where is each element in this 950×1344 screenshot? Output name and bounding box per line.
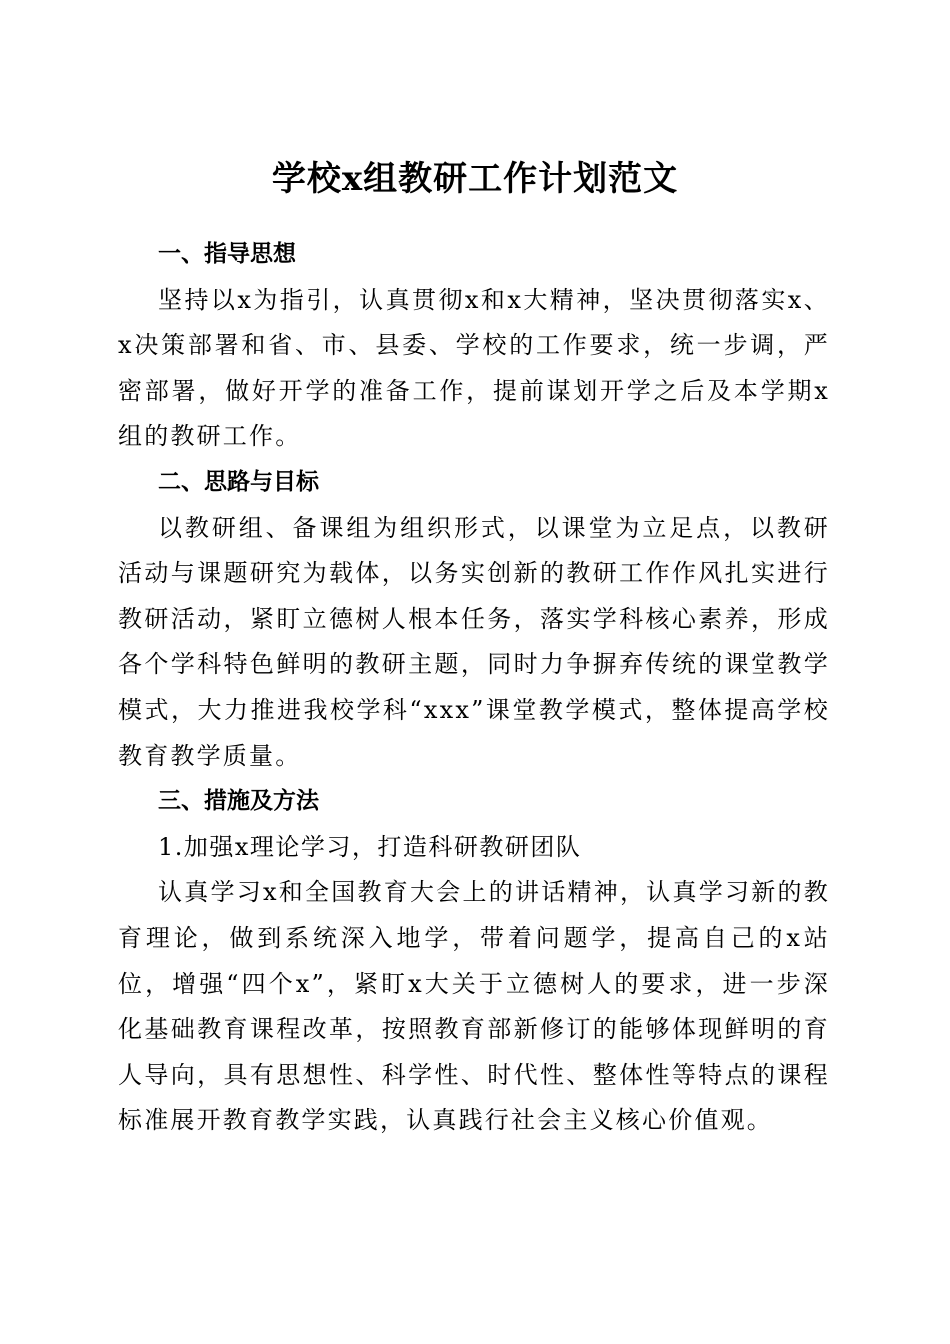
section-heading-guiding-ideology: 一、指导思想	[158, 241, 296, 267]
section-paragraph-ideas-and-goals: 以教研组、备课组为组织形式，以课堂为立足点，以教研活动与课题研究为载体，以务实创新的教研工作作风扎实进行教研活动，紧盯立德树人根本任务，落实学科核心素养，形成各个学科特色鲜明的教研主题，同时力争摒弃传统的课堂教学模式，大力推进我校学科“xxx”课堂教学模式，整体提高学校教育教学质量。	[118, 513, 830, 770]
section-paragraph-guiding-ideology: 坚持以x为指引，认真贯彻x和x大精神，坚决贯彻落实x、x决策部署和省、市、县委、学校的工作要求，统一步调，严密部署，做好开学的准备工作，提前谋划开学之后及本学期x组的教研工作。	[118, 285, 830, 451]
document-body	[118, 232, 830, 1144]
section-paragraph-theory-study: 认真学习x和全国教育大会上的讲话精神，认真学习新的教育理论，做到系统深入地学，带着问题学，提高自己的x站位，增强“四个x”，紧盯x大关于立德树人的要求，进一步深化基础教育课程改革，按照教育部新修订的能够体现鲜明的育人导向，具有思想性、科学性、时代性、整体性等特点的课程标准展开教育教学实践，认真践行社会主义核心价值观。	[118, 878, 830, 1135]
section-heading-ideas-and-goals: 二、思路与目标	[158, 468, 319, 495]
subsection-heading-theory-study: 1.加强x理论学习，打造科研教研团队	[158, 832, 582, 861]
section-heading-measures-and-methods: 三、措施及方法	[158, 788, 319, 815]
document-title: 学校x组教研工作计划范文	[271, 158, 679, 199]
